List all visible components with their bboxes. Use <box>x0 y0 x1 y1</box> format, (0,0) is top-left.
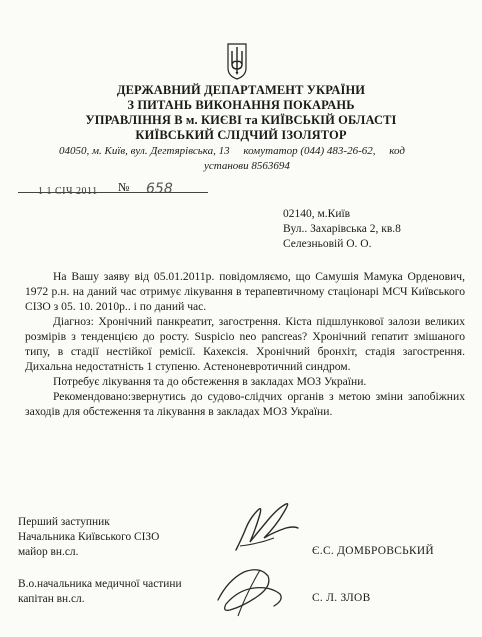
registration-underline <box>18 192 208 193</box>
recipient-name: Селезньовій О. О. <box>283 238 372 250</box>
registration-number: 658 <box>146 181 173 197</box>
header-line-detention-center: КИЇВСЬКИЙ СЛІДЧИЙ ІЗОЛЯТОР <box>135 128 347 142</box>
recipient-street: Вул.. Захарівська 2, кв.8 <box>283 223 401 235</box>
letter-body <box>25 269 465 419</box>
header-line-punishment: З ПИТАНЬ ВИКОНАННЯ ПОКАРАНЬ <box>127 98 355 112</box>
header-address-line: 04050, м. Київ, вул. Дегтярівська, 13 комутатор (044) 483-26-62, код <box>59 145 405 157</box>
signatory-first-title-line3: майор вн.сл. <box>18 546 79 558</box>
body-paragraph-status: На Вашу заяву від 05.01.2011р. повідомляємо, що Самушія Мамука Орденович, 1972 р.н. на даний час отримує лікування в терапевтичному стаціонарі МСЧ Київського СІЗО з 05. 10. 2010р.. і по даний час. <box>25 270 465 313</box>
signatory-second-title-line1: В.о.начальника медичної частини <box>18 578 182 590</box>
signatory-first-title-line2: Начальника Київського СІЗО <box>18 531 160 543</box>
body-paragraph-treatment-need: Потребує лікування та до обстеження в закладах МОЗ України. <box>53 375 367 388</box>
body-paragraph-recommendation: Рекомендовано:звернутись до судово-слідчих органів з метою зміни запобіжних заходів для обстеження та лікування в закладах МОЗ України. <box>25 390 465 418</box>
signatory-first-title <box>18 515 159 560</box>
recipient-postcode-city: 02140, м.Київ <box>283 208 351 220</box>
body-paragraph-diagnosis: Діагноз: Хронічний панкреатит, загострення. Кіста підшлункової залози великих розмірів з тенденцією до росту. Suspicio neo pancreas? Хронічний гепатит змішаного типу, в стадії нестійкої ремісії. Кахексія. Хронічний бронхіт, стадія загострення. Дихальна недостатність 1 ступеню. Астеноневротичний синдром. <box>25 315 465 373</box>
header-line-department: ДЕРЖАВНИЙ ДЕПАРТАМЕНТ УКРАЇНИ <box>116 83 366 97</box>
registration-number-sign: № <box>118 180 130 194</box>
trident-emblem-icon <box>226 42 248 80</box>
signatory-second-title-line2: капітан вн.сл. <box>18 593 85 605</box>
signatory-second-title <box>18 577 182 607</box>
second-signature-handwritten <box>208 560 293 620</box>
signatory-first-name: Є.С. ДОМБРОВСЬКИЙ <box>312 545 434 557</box>
signatory-second-name: С. Л. ЗЛОВ <box>312 592 371 604</box>
first-signature-handwritten <box>228 498 303 558</box>
signatory-first-title-line1: Перший заступник <box>18 516 110 528</box>
header-line-directorate: УПРАВЛІННЯ В м. КИЄВІ та КИЇВСЬКІЙ ОБЛАСТІ <box>85 113 397 127</box>
header-institution-code: установи 8563694 <box>204 160 290 172</box>
registration-date-stamp: 1 1 СІЧ 2011 <box>38 186 98 197</box>
